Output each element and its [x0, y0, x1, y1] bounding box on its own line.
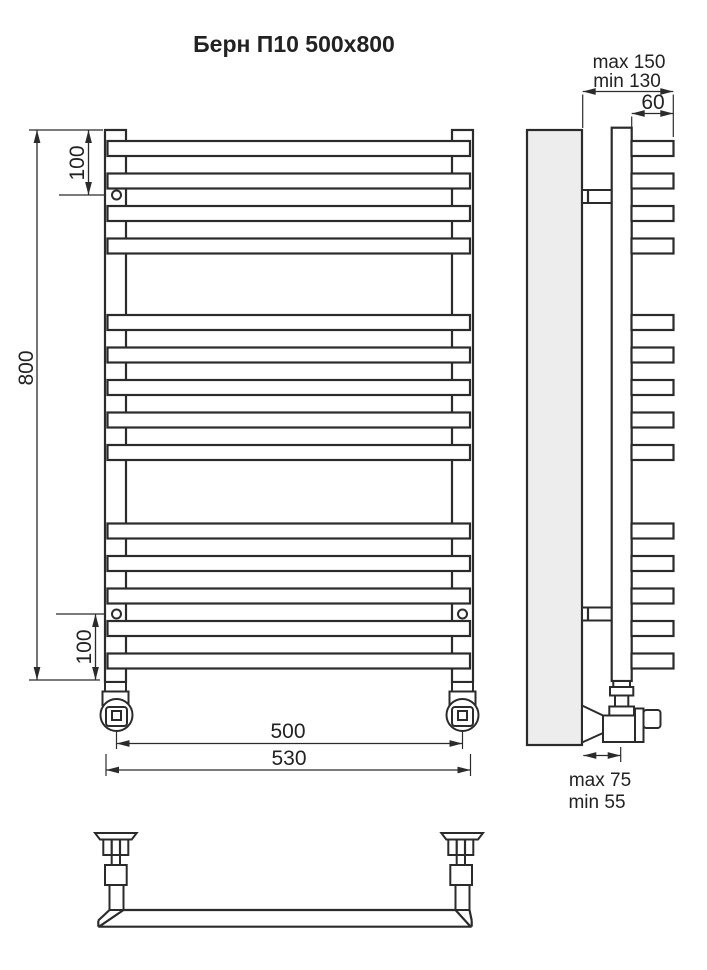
- dim-label-530: 530: [271, 747, 307, 770]
- towel-bar: [108, 621, 471, 636]
- wall-bracket-bottom: [582, 608, 612, 621]
- front-view: [15, 130, 479, 776]
- drawing-title: Берн П10 500x800: [193, 31, 395, 57]
- bottom-view-left-foot: [95, 833, 137, 910]
- towel-bar: [632, 445, 674, 460]
- towel-bar: [632, 239, 674, 254]
- towel-bar: [632, 174, 674, 189]
- bracket-screw-bottom-left: [112, 610, 121, 619]
- dim-label-min55: min 55: [568, 792, 626, 813]
- dimension-connection-width: [117, 720, 463, 744]
- towel-bar: [632, 654, 674, 669]
- bottom-view: [95, 833, 483, 927]
- towel-bar: [632, 589, 674, 604]
- left-foot-fitting: [101, 682, 133, 749]
- towel-bar: [108, 141, 471, 156]
- towel-bar: [108, 413, 471, 428]
- towel-bar: [108, 445, 471, 460]
- front-rungs: [108, 141, 471, 669]
- towel-bar: [632, 380, 674, 395]
- bracket-screw-top-left: [112, 191, 121, 200]
- towel-bar: [632, 348, 674, 363]
- towel-bar: [632, 524, 674, 539]
- towel-bar: [108, 315, 471, 330]
- wall-escutcheon: [582, 706, 603, 743]
- dim-label-max150: max 150: [592, 52, 666, 73]
- towel-bar: [632, 141, 674, 156]
- towel-bar: [632, 206, 674, 221]
- bracket-screw-bottom-right: [458, 610, 467, 619]
- towel-bar: [632, 413, 674, 428]
- towel-bar: [108, 380, 471, 395]
- wall: [527, 130, 582, 745]
- dim-label-100-top: 100: [66, 145, 89, 181]
- dimension-height: [15, 130, 103, 680]
- side-rungs: [632, 141, 674, 669]
- towel-bar: [632, 315, 674, 330]
- dimension-overall-width: [106, 747, 471, 776]
- towel-bar: [632, 556, 674, 571]
- towel-bar: [108, 206, 471, 221]
- towel-bar: [108, 654, 471, 669]
- right-foot-fitting: [447, 682, 479, 749]
- dim-label-min130: min 130: [593, 71, 661, 92]
- towel-bar: [108, 589, 471, 604]
- side-view: [527, 52, 674, 813]
- valve-body: [603, 716, 635, 743]
- dim-label-500: 500: [270, 720, 306, 743]
- towel-bar: [108, 239, 471, 254]
- dimension-valve-offset: [568, 747, 631, 813]
- dim-label-100-bottom: 100: [73, 629, 96, 665]
- towel-bar: [108, 556, 471, 571]
- towel-bar: [632, 621, 674, 636]
- towel-bar: [108, 348, 471, 363]
- wall-bracket-top: [582, 190, 612, 203]
- towel-bar: [108, 524, 471, 539]
- dimension-bar-depth: [632, 91, 674, 127]
- valve-knob: [644, 710, 661, 728]
- dim-label-800: 800: [15, 350, 38, 386]
- bottom-view-right-foot: [441, 833, 483, 910]
- bottom-view-tube: [98, 910, 471, 927]
- dim-label-60: 60: [641, 91, 665, 114]
- towel-bar: [108, 174, 471, 189]
- side-collector: [612, 128, 632, 681]
- dim-label-max75: max 75: [568, 770, 632, 791]
- valve-assembly: [582, 681, 661, 743]
